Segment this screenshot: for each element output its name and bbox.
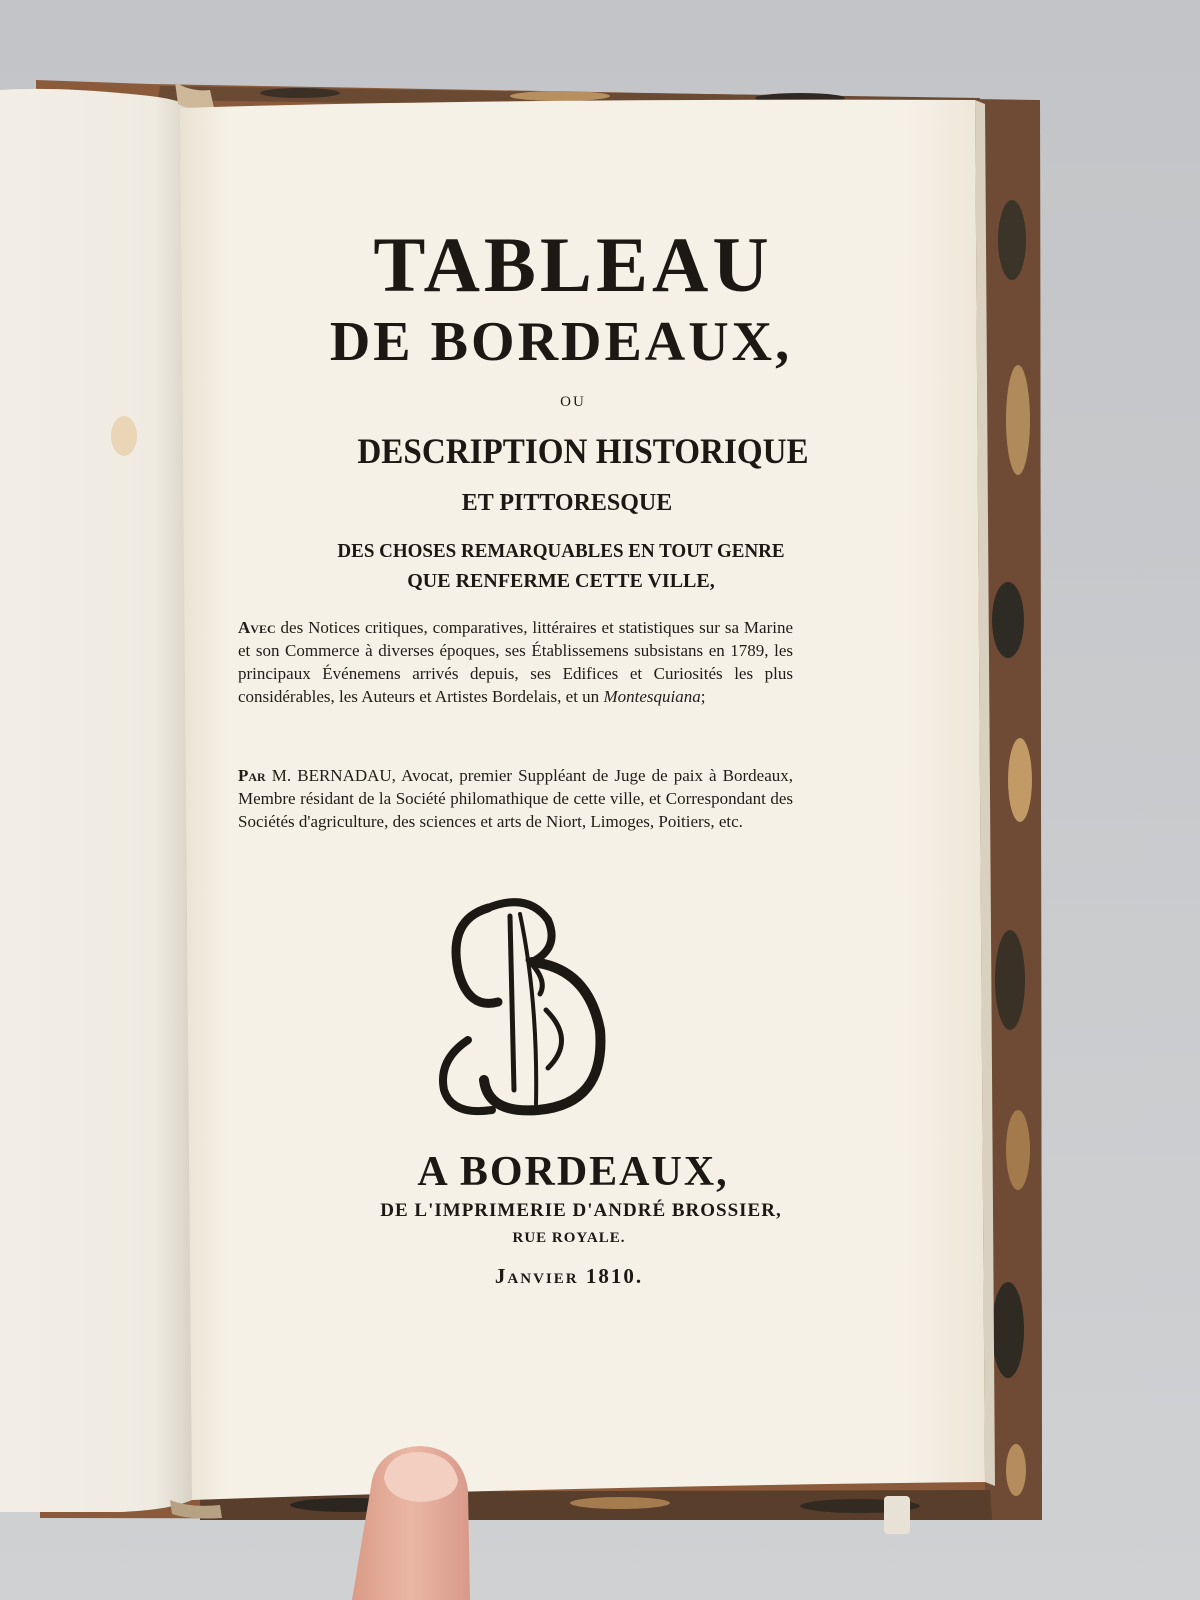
printer-monogram: [428, 890, 638, 1122]
subtitle-line-3: DES CHOSES REMARQUABLES EN TOUT GENRE: [337, 540, 785, 562]
contents-paragraph: [238, 616, 793, 708]
author-lead: Par: [238, 766, 266, 785]
foxing-spot: [111, 416, 137, 456]
left-page: [0, 89, 192, 1512]
imprint-city: A BORDEAUX,: [417, 1149, 729, 1195]
book-title: TABLEAU: [373, 221, 773, 308]
title-page: [188, 100, 958, 1470]
contents-text: des Notices critiques, comparatives, littéraires et statistiques sur sa Marine et son Commerce à diverses époques, ses Établissemens subsistans en 1789, les principaux Événemens arrivés depuis, ses Edifices et Curiosités les plus considérables, les Auteurs et Artistes Bordelais, et un: [238, 618, 794, 706]
author-text: M. BERNADAU, Avocat, premier Suppléant de Juge de paix à Bordeaux, Membre résidant de la Société philomathique de cette ville, et Correspondant des Sociétés d'agriculture, des sciences et arts de Niort, Limoges, Poitiers, etc.: [238, 766, 793, 831]
title-conjunction: OU: [560, 394, 586, 410]
contents-italic: Montesquiana: [603, 687, 701, 706]
contents-lead: Avec: [238, 618, 276, 637]
subtitle-line-1: DESCRIPTION HISTORIQUE: [357, 431, 809, 471]
subtitle-line-4: QUE RENFERME CETTE VILLE,: [407, 570, 715, 592]
contents-end: ;: [700, 687, 706, 706]
author-paragraph: [238, 764, 793, 833]
imprint-date: Janvier 1810.: [494, 1264, 644, 1288]
imprint-street: RUE ROYALE.: [512, 1230, 626, 1246]
imprint-printer: DE L'IMPRIMERIE D'ANDRÉ BROSSIER,: [380, 1200, 782, 1221]
book-title-city: DE BORDEAUX,: [329, 311, 793, 373]
subtitle-line-2: ET PITTORESQUE: [461, 490, 673, 516]
